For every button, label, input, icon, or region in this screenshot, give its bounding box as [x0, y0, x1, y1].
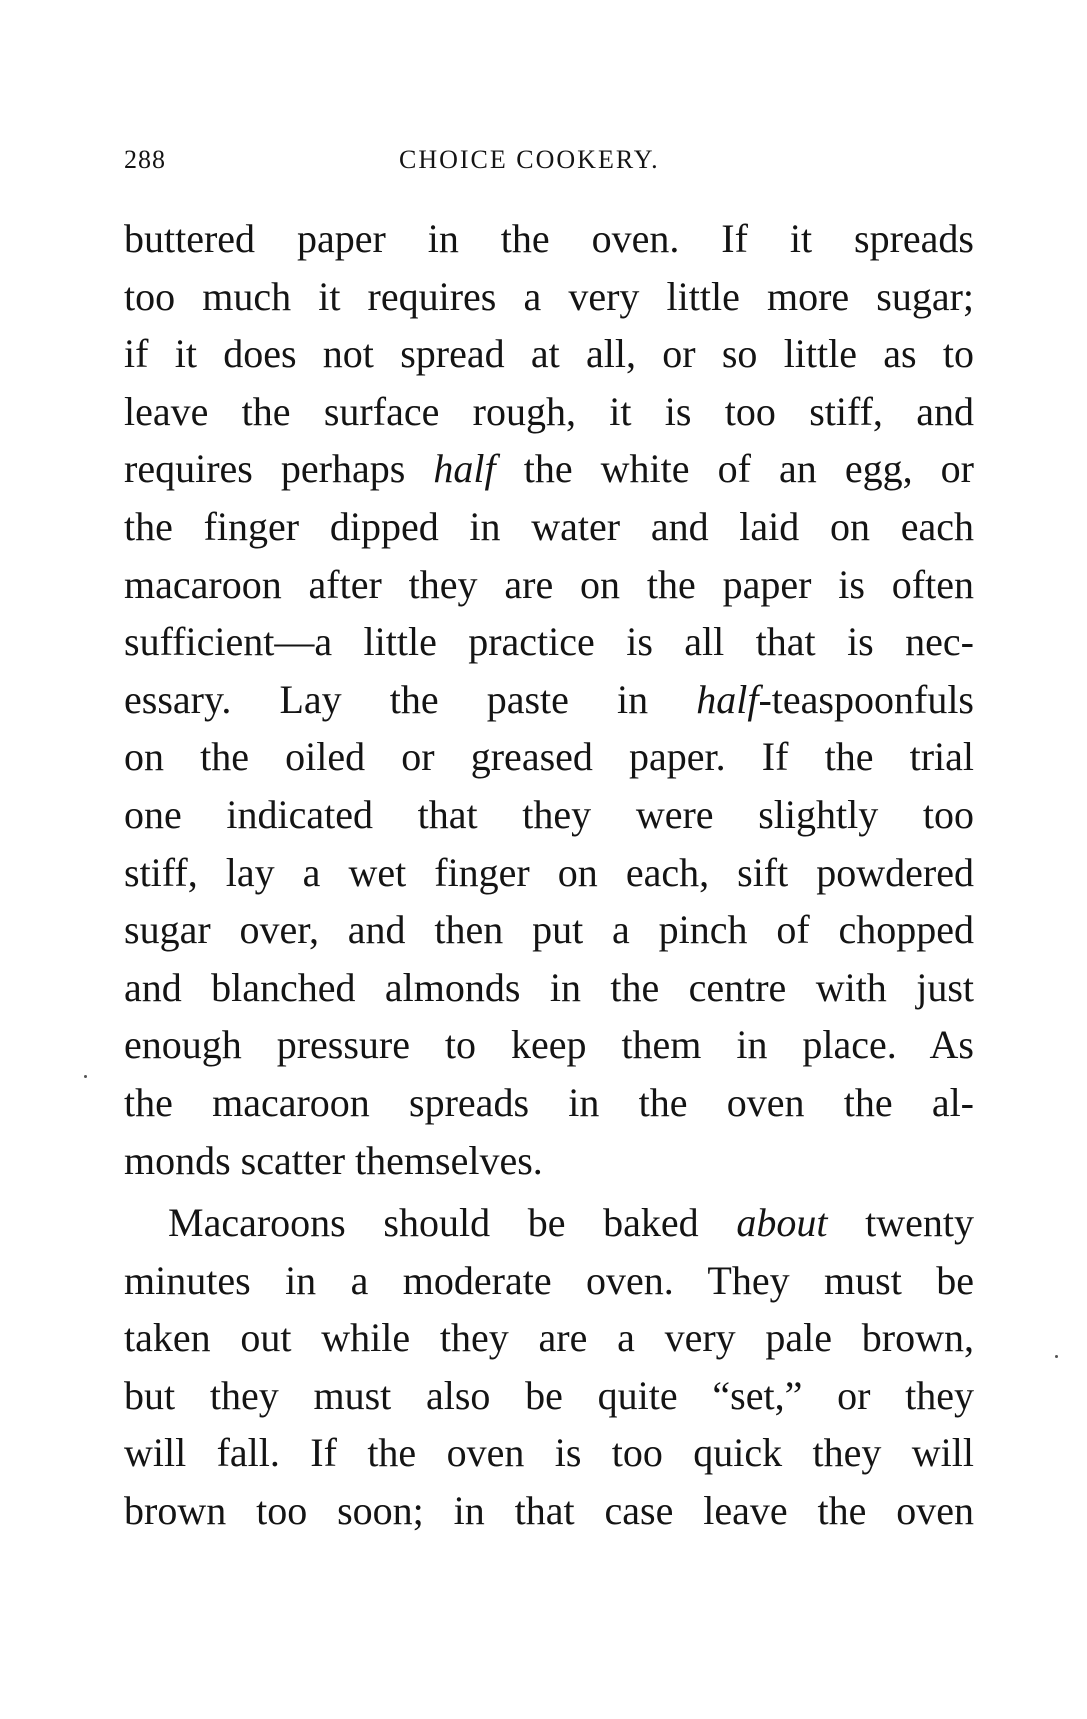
text-line: buttered paper in the oven. If it spreads — [124, 216, 974, 261]
text-line: leave the surface rough, it is too stiff, and — [124, 388, 974, 434]
text-line: on the oiled or greased paper. If the trial — [124, 734, 974, 780]
paragraph-2 — [124, 1194, 974, 1540]
text-line: too much it requires a very little more sugar; — [124, 273, 974, 319]
text-line: will fall. If the oven is too quick they will — [124, 1430, 974, 1476]
text-line: sugar over, and then put a pinch of chopped — [124, 907, 974, 953]
text-line: macaroon after they are on the paper is often — [124, 561, 974, 607]
running-title: CHOICE COOKERY. — [399, 145, 660, 174]
text-line: brown too soon; in that case leave the oven — [124, 1488, 974, 1534]
print-speck — [84, 1075, 87, 1078]
text-line: sufficient—a little practice is all that is nec- — [124, 619, 974, 665]
text-line: the finger dipped in water and laid on each — [124, 503, 974, 549]
emphasis-word: half — [433, 446, 496, 492]
body-text — [124, 210, 974, 1540]
print-speck — [1055, 1355, 1058, 1358]
text-line: stiff, lay a wet finger on each, sift powdered — [124, 849, 974, 895]
emphasis-word: about — [736, 1200, 828, 1246]
emphasis-word: half — [696, 676, 759, 722]
text-line: but they must also be quite “set,” or they — [124, 1372, 974, 1418]
text-line: essary. Lay the paste in half-teaspoonfuls — [124, 676, 974, 722]
running-head — [124, 145, 700, 185]
text-line: enough pressure to keep them in place. As — [124, 1022, 974, 1068]
text-line: taken out while they are a very pale brown, — [124, 1315, 974, 1361]
paragraph-1 — [124, 210, 974, 1189]
text-line: requires perhaps half the white of an egg, or — [124, 446, 974, 492]
text-line: monds scatter themselves. — [124, 1137, 543, 1183]
page-number: 288 — [124, 145, 166, 174]
text-line: and blanched almonds in the centre with just — [124, 964, 974, 1010]
text-line: the macaroon spreads in the oven the al- — [124, 1079, 974, 1125]
text-line: Macaroons should be baked about twenty — [168, 1200, 975, 1246]
text-line: if it does not spread at all, or so little as to — [124, 331, 974, 377]
text-line: minutes in a moderate oven. They must be — [124, 1257, 974, 1303]
text-line: one indicated that they were slightly too — [124, 791, 974, 837]
